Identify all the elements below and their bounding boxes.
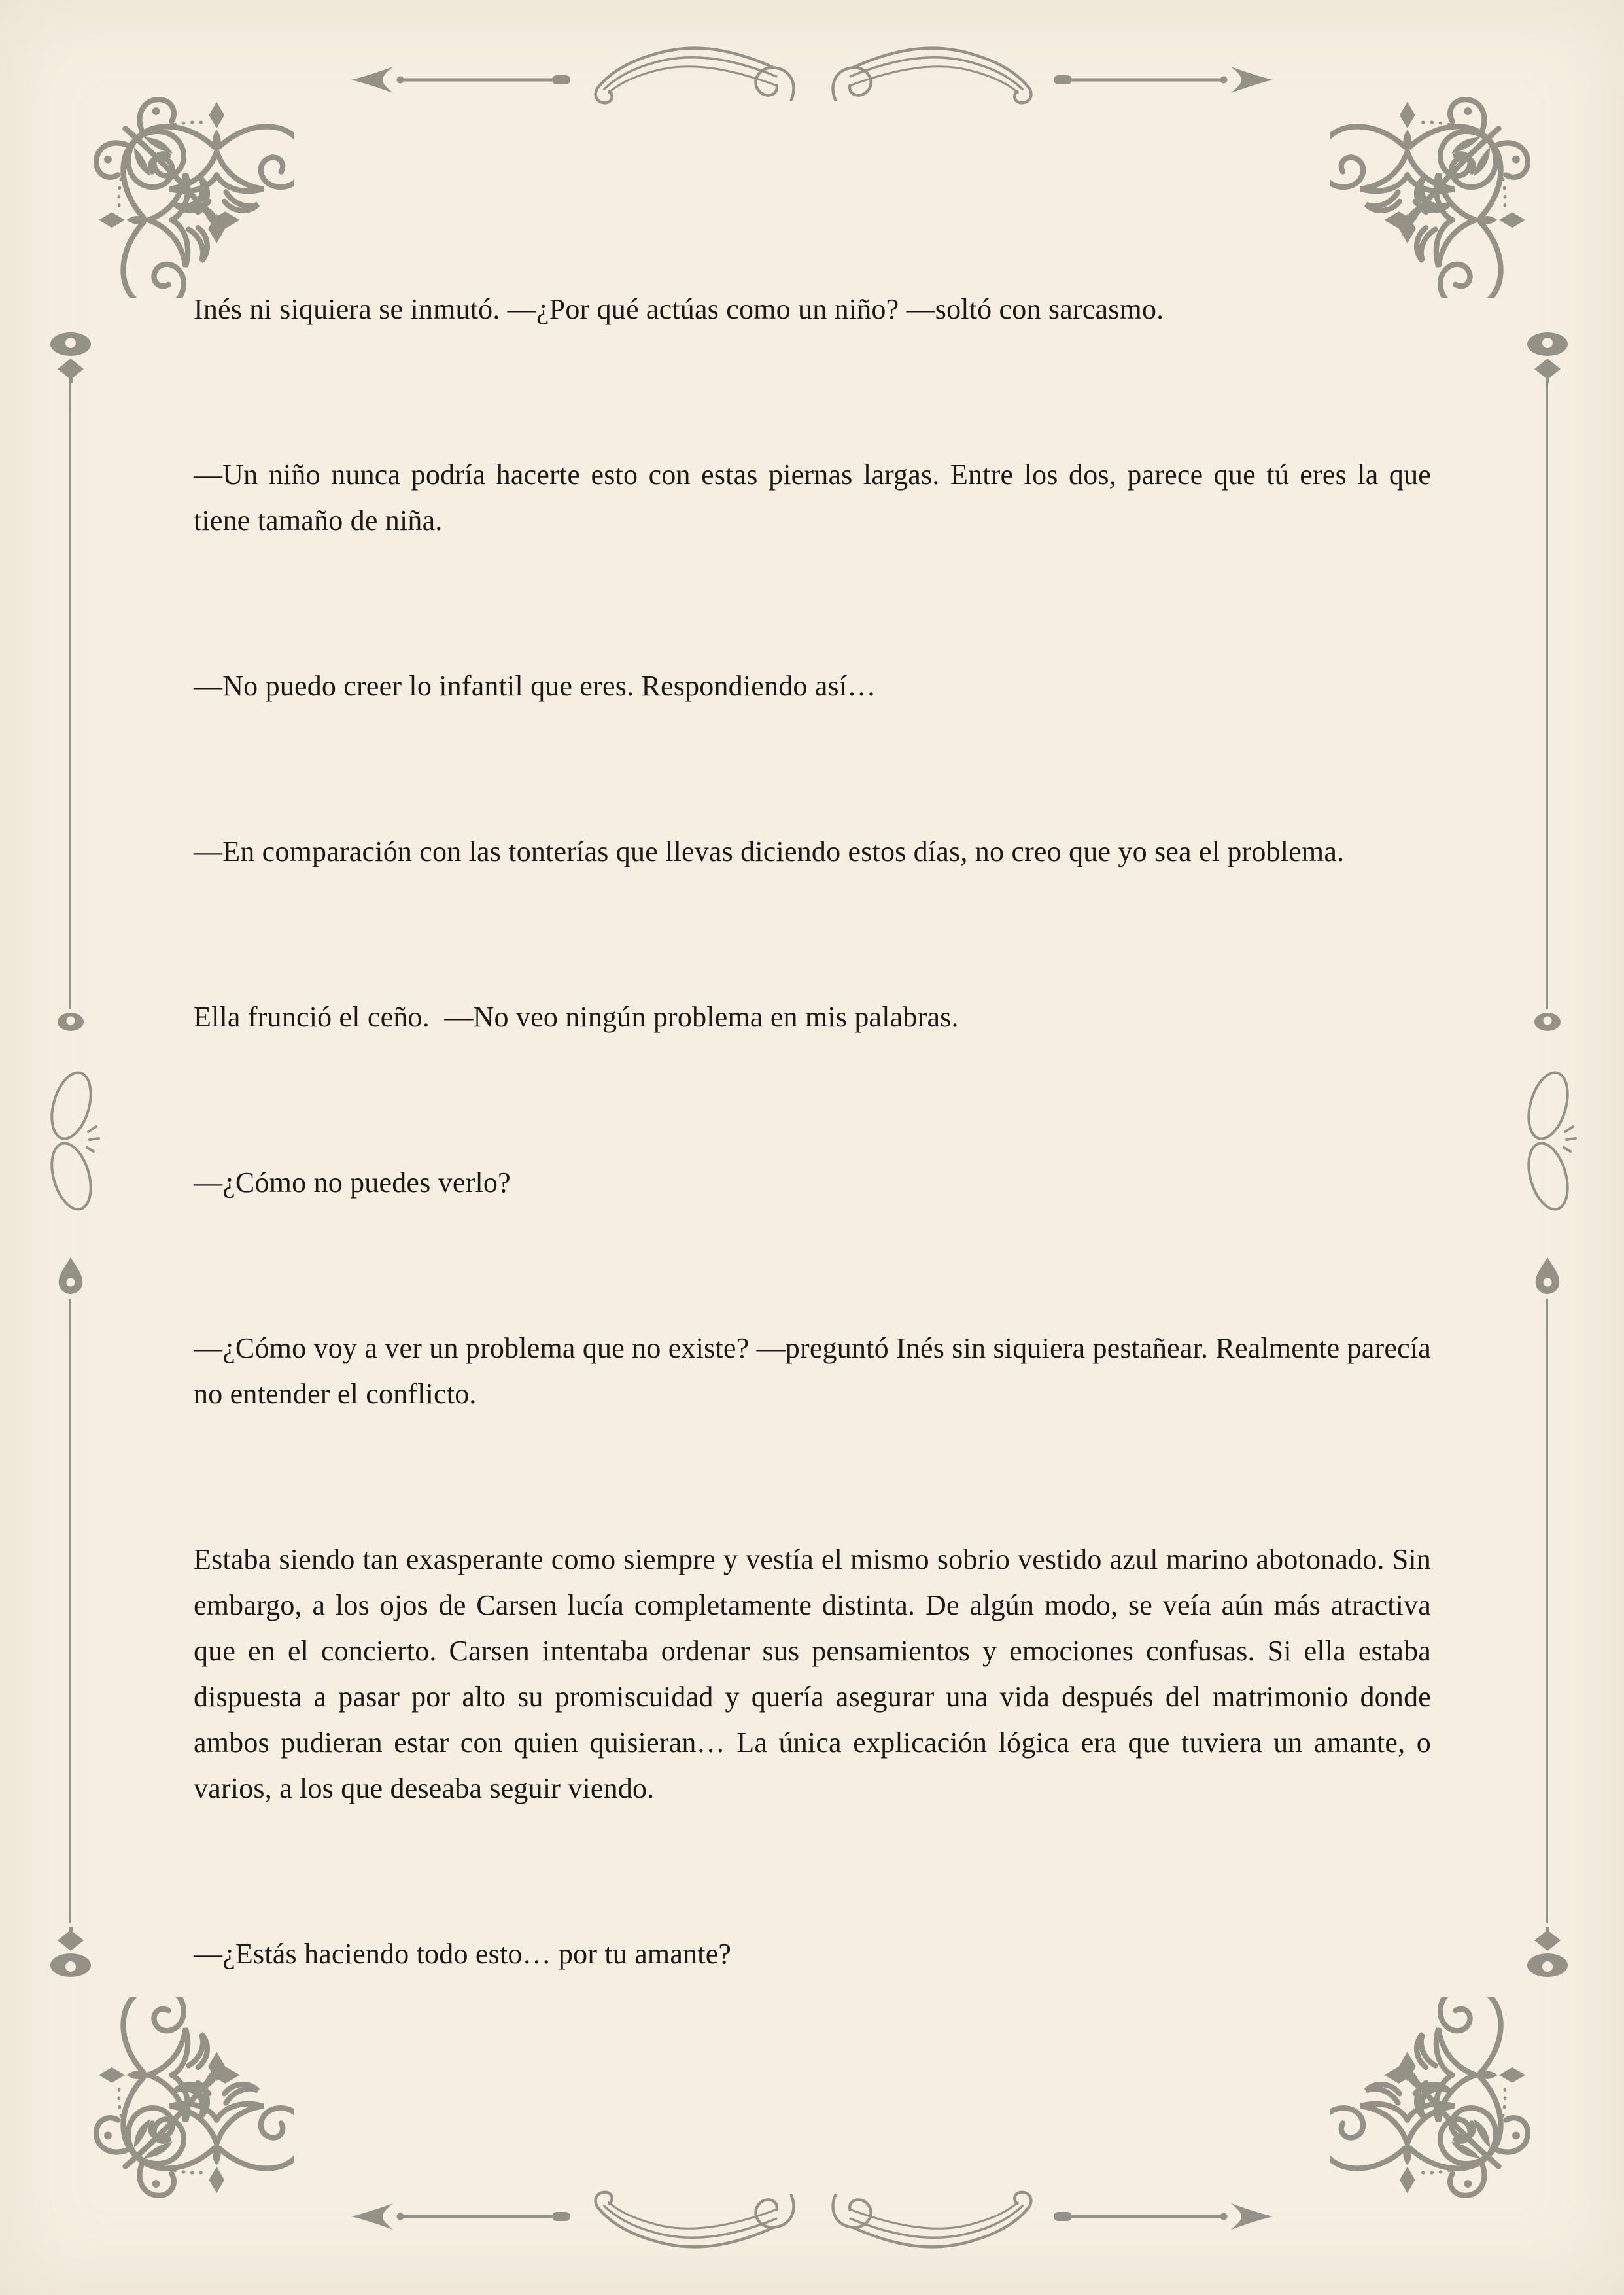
spindle-finial-icon: [48, 1927, 94, 1979]
corner-flourish-bottom-left-icon: [46, 1997, 294, 2246]
knob-icon: [56, 1011, 85, 1033]
page-text: [194, 287, 1431, 1977]
right-border-rail: [1518, 330, 1577, 1979]
paragraph: Ella frunció el ceño. —No veo ningún problema en mis palabras.: [194, 1001, 959, 1033]
corner-flourish-top-left-icon: [46, 49, 294, 298]
paragraph: Estaba siendo tan exasperante como siempre y vestía el mismo sobrio vestido azul marino abotonado. Sin embargo, a los ojos de Carsen lucía completamente distinta. De algún modo, se veía aún más atractiva que en el concierto. Carsen intentaba ordenar sus pensamientos y emociones confusas. Si ella estaba dispuesta a pasar por alto su promiscuidad y quería asegurar una vida después del matrimonio donde ambos pudieran estar con quien quisieran… La única explicación lógica era que tuviera un amante, o varios, a los que deseaba seguir viendo.: [194, 1543, 1431, 1804]
vertical-rule: [69, 381, 71, 1009]
paragraph: —Un niño nunca podría hacerte esto con estas piernas largas. Entre los dos, parece que tú eres la que tiene tamaño de niña.: [194, 459, 1431, 536]
corner-flourish-bottom-right-icon: [1330, 1997, 1578, 2246]
teardrop-finial-icon: [1533, 1256, 1562, 1294]
vertical-rule: [69, 1299, 71, 1923]
paragraph: —¿Cómo voy a ver un problema que no existe? —preguntó Inés sin siquiera pestañear. Realmente parecía no entender el conflicto.: [194, 1332, 1431, 1410]
figure-eight-flourish-icon: [45, 1066, 100, 1217]
paragraph: —¿Estás haciendo todo esto… por tu amante?: [194, 1938, 732, 1970]
bottom-left-arrow-icon: [349, 2202, 574, 2231]
paragraph: —No puedo creer lo infantil que eres. Respondiendo así…: [194, 670, 876, 702]
bottom-right-arrow-icon: [1050, 2202, 1275, 2231]
spindle-finial-icon: [1525, 330, 1570, 383]
figure-eight-flourish-icon: [1522, 1066, 1577, 1217]
top-swash-left-icon: [584, 31, 809, 129]
paragraph: Inés ni siquiera se inmutó. —¿Por qué actúas como un niño? —soltó con sarcasmo.: [194, 293, 1164, 325]
knob-icon: [1533, 1011, 1562, 1033]
corner-flourish-top-right-icon: [1330, 49, 1578, 298]
top-swash-right-icon: [818, 31, 1043, 129]
vertical-rule: [1546, 381, 1548, 1009]
left-border-rail: [41, 330, 100, 1979]
bottom-swash-right-icon: [818, 2166, 1043, 2264]
paragraph: —¿Cómo no puedes verlo?: [194, 1166, 511, 1199]
bottom-swash-left-icon: [584, 2166, 809, 2264]
top-right-arrow-icon: [1050, 65, 1275, 94]
spindle-finial-icon: [1525, 1927, 1570, 1979]
spindle-finial-icon: [48, 330, 94, 383]
paragraph: —En comparación con las tonterías que llevas diciendo estos días, no creo que yo sea el problema.: [194, 835, 1345, 867]
teardrop-finial-icon: [56, 1256, 85, 1294]
top-left-arrow-icon: [349, 65, 574, 94]
vertical-rule: [1546, 1299, 1548, 1923]
